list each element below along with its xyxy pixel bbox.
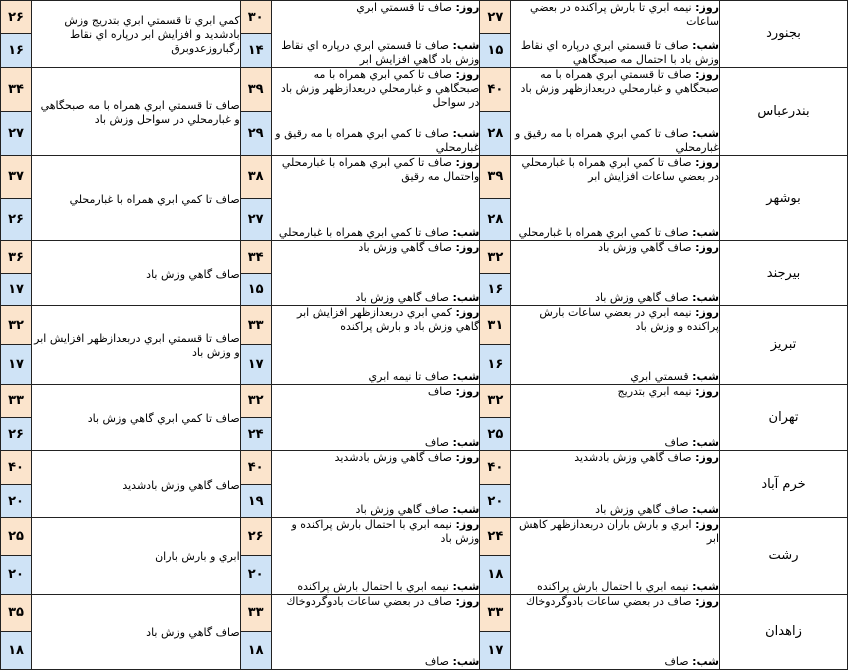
min-temp: ۱۶ xyxy=(1,34,32,67)
night-text: صاف xyxy=(664,655,689,668)
max-temp: ۴۰ xyxy=(1,451,32,484)
night-text: صاف تا نيمه ابري xyxy=(368,369,449,383)
day-text: صاف تا قسمتي ابري همراه با مه صبحگاهي و غبارمحلي دربعدازظهر وزش باد xyxy=(520,67,719,95)
night-forecast xyxy=(272,291,480,305)
max-temp: ۴۰ xyxy=(480,451,511,484)
night-text: صاف تا قسمتي ابري درپاره اي نقاط وزش باد با احتمال مه صبحگاهي xyxy=(520,38,719,66)
summary-text: ابري و بارش باران xyxy=(155,550,240,564)
max-temp: ۲۶ xyxy=(1,1,32,34)
max-temp: ۳۸ xyxy=(240,155,271,198)
day-text: صاف xyxy=(427,384,452,398)
day-text: صاف تا كمي ابري همراه با غبارمحلي واحتمال مه رقيق xyxy=(281,155,480,183)
min-temp: ۱۵ xyxy=(480,34,511,67)
forecast-summary-d3 xyxy=(32,594,241,669)
summary-text: صاف تا كمي ابري گاهي وزش باد xyxy=(87,411,240,425)
max-temp: ۳۷ xyxy=(1,155,32,198)
max-temp: ۳۳ xyxy=(1,384,32,417)
min-temp: ۲۷ xyxy=(240,198,271,241)
day-label: روز: xyxy=(695,451,719,465)
day-label: روز: xyxy=(455,1,480,14)
night-label: شب: xyxy=(452,291,480,305)
min-temp: ۱۸ xyxy=(1,632,32,670)
night-forecast xyxy=(511,127,719,155)
min-temp: ۱۵ xyxy=(240,273,271,305)
forecast-summary-d3 xyxy=(32,384,241,451)
night-label: شب: xyxy=(452,38,480,52)
forecast-summary-d3 xyxy=(32,306,241,384)
day-forecast xyxy=(511,1,719,29)
day-forecast xyxy=(511,595,719,609)
day-label: روز: xyxy=(695,67,719,81)
max-temp: ۳۲ xyxy=(1,306,32,345)
night-label: شب: xyxy=(452,226,480,240)
min-temp: ۲۰ xyxy=(480,484,511,517)
day-forecast xyxy=(272,156,480,184)
max-temp: ۳۴ xyxy=(240,241,271,273)
min-temp: ۲۸ xyxy=(480,111,511,155)
max-temp: ۳۶ xyxy=(1,241,32,273)
forecast-day-night-d2 xyxy=(271,155,480,241)
day-label: روز: xyxy=(455,306,480,320)
day-forecast xyxy=(511,518,719,546)
day-text: كمي ابري دربعدازظهر افزايش ابر گاهي وزش باد و بارش پراكنده xyxy=(297,306,480,334)
city-row xyxy=(1,451,848,484)
night-forecast xyxy=(511,580,719,594)
day-forecast xyxy=(272,306,480,334)
night-label: شب: xyxy=(452,369,480,383)
min-temp: ۲۰ xyxy=(1,556,32,594)
forecast-day-night-d2 xyxy=(271,384,480,451)
night-text: صاف گاهي وزش باد xyxy=(595,291,689,305)
night-label: شب: xyxy=(452,503,480,517)
day-text: صاف گاهي وزش بادشديد xyxy=(574,451,692,465)
night-forecast xyxy=(272,655,480,669)
forecast-day-night-d2 xyxy=(271,518,480,594)
night-forecast xyxy=(511,226,719,240)
city-row xyxy=(1,241,848,273)
min-temp: ۱۷ xyxy=(1,273,32,305)
forecast-day-night-d2 xyxy=(271,67,480,155)
night-label: شب: xyxy=(692,226,719,240)
day-forecast xyxy=(511,451,719,465)
min-temp: ۲۸ xyxy=(480,198,511,241)
max-temp: ۳۱ xyxy=(480,306,511,345)
max-temp: ۳۲ xyxy=(480,384,511,417)
summary-text: صاف تا كمي ابري همراه با غبارمحلي xyxy=(69,192,240,206)
night-forecast xyxy=(272,436,480,450)
max-temp: ۴۰ xyxy=(240,451,271,484)
forecast-day-night-d1 xyxy=(511,594,720,669)
night-label: شب: xyxy=(692,436,719,450)
forecast-day-night-d1 xyxy=(511,67,720,155)
max-temp: ۳۰ xyxy=(240,1,271,34)
day-text: صاف تا كمي ابري همراه با مه صبحگاهي و غبارمحلي دربعدازظهر وزش باد در سواحل xyxy=(280,67,480,109)
night-label: شب: xyxy=(452,436,480,450)
night-forecast xyxy=(272,503,480,517)
day-forecast xyxy=(272,68,480,110)
night-text: صاف xyxy=(424,436,449,450)
city-row xyxy=(1,594,848,632)
city-row xyxy=(1,384,848,417)
day-label: روز: xyxy=(695,155,719,169)
day-forecast xyxy=(511,156,719,184)
day-forecast xyxy=(272,595,480,609)
max-temp: ۳۵ xyxy=(1,594,32,632)
day-text: صاف در بعضي ساعات بادوگردوخاك xyxy=(526,594,692,608)
forecast-summary-d3 xyxy=(32,67,241,155)
forecast-day-night-d1 xyxy=(511,384,720,451)
forecast-body xyxy=(1,1,848,670)
max-temp: ۲۶ xyxy=(240,518,271,556)
max-temp: ۳۳ xyxy=(240,594,271,632)
day-label: روز: xyxy=(695,306,719,320)
night-text: صاف xyxy=(424,655,449,668)
min-temp: ۲۶ xyxy=(1,417,32,450)
day-text: صاف گاهي وزش باد xyxy=(358,241,452,255)
day-label: روز: xyxy=(455,518,480,532)
night-forecast xyxy=(511,655,719,669)
night-text: صاف تا كمي ابري همراه با غبارمحلي xyxy=(278,226,449,240)
day-label: روز: xyxy=(455,67,480,81)
night-text: صاف xyxy=(664,436,689,450)
city-row xyxy=(1,155,848,198)
city-name: تهران xyxy=(720,384,848,451)
day-forecast xyxy=(511,306,719,334)
night-text: نيمه ابري با احتمال بارش پراكنده xyxy=(536,579,689,593)
night-forecast xyxy=(272,127,480,155)
forecast-day-night-d2 xyxy=(271,306,480,384)
night-label: شب: xyxy=(692,291,719,305)
night-text: صاف گاهي وزش باد xyxy=(595,503,689,517)
day-label: روز: xyxy=(695,594,719,608)
day-label: روز: xyxy=(695,518,719,532)
forecast-summary-d3 xyxy=(32,155,241,241)
forecast-day-night-d1 xyxy=(511,451,720,518)
min-temp: ۲۹ xyxy=(240,111,271,155)
max-temp: ۳۴ xyxy=(1,67,32,111)
day-forecast xyxy=(511,68,719,96)
city-name: رشت xyxy=(720,518,848,594)
day-label: روز: xyxy=(455,451,480,465)
day-forecast xyxy=(272,241,480,255)
night-label: شب: xyxy=(692,126,719,140)
day-forecast xyxy=(272,518,480,546)
forecast-day-night-d1 xyxy=(511,241,720,306)
night-forecast xyxy=(511,370,719,384)
city-row xyxy=(1,306,848,345)
night-text: صاف گاهي وزش باد xyxy=(355,503,449,517)
day-label: روز: xyxy=(455,241,480,255)
summary-text: صاف گاهي وزش باد xyxy=(146,267,240,281)
night-forecast xyxy=(272,580,480,594)
min-temp: ۲۷ xyxy=(1,111,32,155)
night-label: شب: xyxy=(452,655,480,668)
day-label: روز: xyxy=(455,594,480,608)
city-name: زاهدان xyxy=(720,594,848,669)
min-temp: ۲۰ xyxy=(240,556,271,594)
city-name: خرم آباد xyxy=(720,451,848,518)
night-forecast xyxy=(272,226,480,240)
forecast-summary-d3 xyxy=(32,241,241,306)
max-temp: ۳۳ xyxy=(480,594,511,632)
city-row xyxy=(1,1,848,34)
night-forecast xyxy=(511,291,719,305)
night-label: شب: xyxy=(692,579,719,593)
day-text: نيمه ابري در بعضي ساعات بارش پراكنده و وزش باد xyxy=(539,306,719,334)
max-temp: ۲۵ xyxy=(1,518,32,556)
city-row xyxy=(1,67,848,111)
min-temp: ۲۵ xyxy=(480,417,511,450)
forecast-day-night-d1 xyxy=(511,1,720,68)
min-temp: ۲۶ xyxy=(1,198,32,241)
day-text: نيمه ابري تا بارش پراكنده در بعضي ساعات xyxy=(530,1,719,28)
day-forecast xyxy=(272,1,480,15)
day-forecast xyxy=(511,385,719,399)
forecast-day-night-d1 xyxy=(511,518,720,594)
max-temp: ۳۲ xyxy=(480,241,511,273)
day-text: صاف گاهي وزش بادشديد xyxy=(334,451,452,465)
min-temp: ۱۶ xyxy=(480,273,511,305)
max-temp: ۳۳ xyxy=(240,306,271,345)
night-label: شب: xyxy=(692,503,719,517)
night-text: صاف گاهي وزش باد xyxy=(355,291,449,305)
min-temp: ۱۷ xyxy=(240,345,271,384)
min-temp: ۲۴ xyxy=(240,417,271,450)
night-text: صاف تا كمي ابري همراه با غبارمحلي xyxy=(518,226,689,240)
max-temp: ۲۷ xyxy=(480,1,511,34)
city-name: تبريز xyxy=(720,306,848,384)
min-temp: ۱۷ xyxy=(480,632,511,670)
city-name: بندرعباس xyxy=(720,67,848,155)
city-row xyxy=(1,518,848,556)
night-label: شب: xyxy=(452,579,480,593)
min-temp: ۲۰ xyxy=(1,484,32,517)
min-temp: ۱۸ xyxy=(480,556,511,594)
day-label: روز: xyxy=(455,384,480,398)
night-forecast xyxy=(511,503,719,517)
night-text: قسمتي ابري xyxy=(630,369,689,383)
night-text: صاف تا قسمتي ابري درپاره اي نقاط وزش باد گاهي افزايش ابر xyxy=(281,38,480,66)
day-text: نيمه ابري بتدريج xyxy=(617,384,692,398)
night-label: شب: xyxy=(692,655,719,668)
max-temp: ۳۹ xyxy=(480,155,511,198)
day-text: صاف تا كمي ابري همراه با غبارمحلي در بعضي ساعات افزايش ابر xyxy=(521,155,719,183)
day-forecast xyxy=(511,241,719,255)
night-label: شب: xyxy=(452,126,480,140)
day-label: روز: xyxy=(695,1,719,14)
max-temp: ۳۹ xyxy=(240,67,271,111)
min-temp: ۱۶ xyxy=(480,345,511,384)
day-label: روز: xyxy=(695,384,719,398)
min-temp: ۱۷ xyxy=(1,345,32,384)
min-temp: ۱۸ xyxy=(240,632,271,670)
night-text: صاف تا كمي ابري همراه با مه رقيق و غبارمحلي xyxy=(514,126,719,154)
forecast-day-night-d1 xyxy=(511,155,720,241)
summary-text: صاف تا قسمتي ابري دربعدازظهر افزايش ابر و وزش باد xyxy=(34,332,240,360)
max-temp: ۳۲ xyxy=(240,384,271,417)
min-temp: ۱۹ xyxy=(240,484,271,517)
forecast-summary-d3 xyxy=(32,518,241,594)
forecast-day-night-d1 xyxy=(511,306,720,384)
day-label: روز: xyxy=(695,241,719,255)
night-text: نيمه ابري با احتمال بارش پراكنده xyxy=(297,579,449,593)
forecast-summary-d3 xyxy=(32,451,241,518)
city-name: بجنورد xyxy=(720,1,848,68)
night-forecast xyxy=(511,39,719,67)
forecast-summary-d3 xyxy=(32,1,241,68)
night-label: شب: xyxy=(692,369,719,383)
forecast-day-night-d2 xyxy=(271,1,480,68)
city-name: بيرجند xyxy=(720,241,848,306)
night-text: صاف تا كمي ابري همراه با مه رقيق و غبارمحلي xyxy=(275,126,480,154)
night-forecast xyxy=(272,370,480,384)
night-forecast xyxy=(511,436,719,450)
day-label: روز: xyxy=(455,155,480,169)
max-temp: ۴۰ xyxy=(480,67,511,111)
day-text: ابري و بارش باران دربعدازظهر كاهش ابر xyxy=(518,518,719,546)
day-text: صاف تا قسمتي ابري xyxy=(356,1,452,14)
forecast-day-night-d2 xyxy=(271,594,480,669)
max-temp: ۲۴ xyxy=(480,518,511,556)
day-forecast xyxy=(272,385,480,399)
night-label: شب: xyxy=(692,38,719,52)
day-text: صاف گاهي وزش باد xyxy=(598,241,692,255)
day-text: نيمه ابري با احتمال بارش پراكنده و وزش باد xyxy=(291,518,480,546)
summary-text: كمي ابري تا قسمتي ابري بتدريج وزش بادشديد و افزايش ابر درپاره اي نقاط رگباروزعدوبرق xyxy=(64,14,240,56)
city-name: بوشهر xyxy=(720,155,848,241)
day-forecast xyxy=(272,451,480,465)
forecast-day-night-d2 xyxy=(271,241,480,306)
summary-text: صاف گاهي وزش بادشديد xyxy=(122,478,240,492)
forecast-day-night-d2 xyxy=(271,451,480,518)
min-temp: ۱۴ xyxy=(240,34,271,67)
summary-text: صاف تا قسمتي ابري همراه با مه صبحگاهي و غبارمحلي در سواحل وزش باد xyxy=(40,98,240,126)
summary-text: صاف گاهي وزش باد xyxy=(146,626,240,640)
night-forecast xyxy=(272,39,480,67)
day-text: صاف در بعضي ساعات بادوگردوخاك xyxy=(286,594,452,608)
